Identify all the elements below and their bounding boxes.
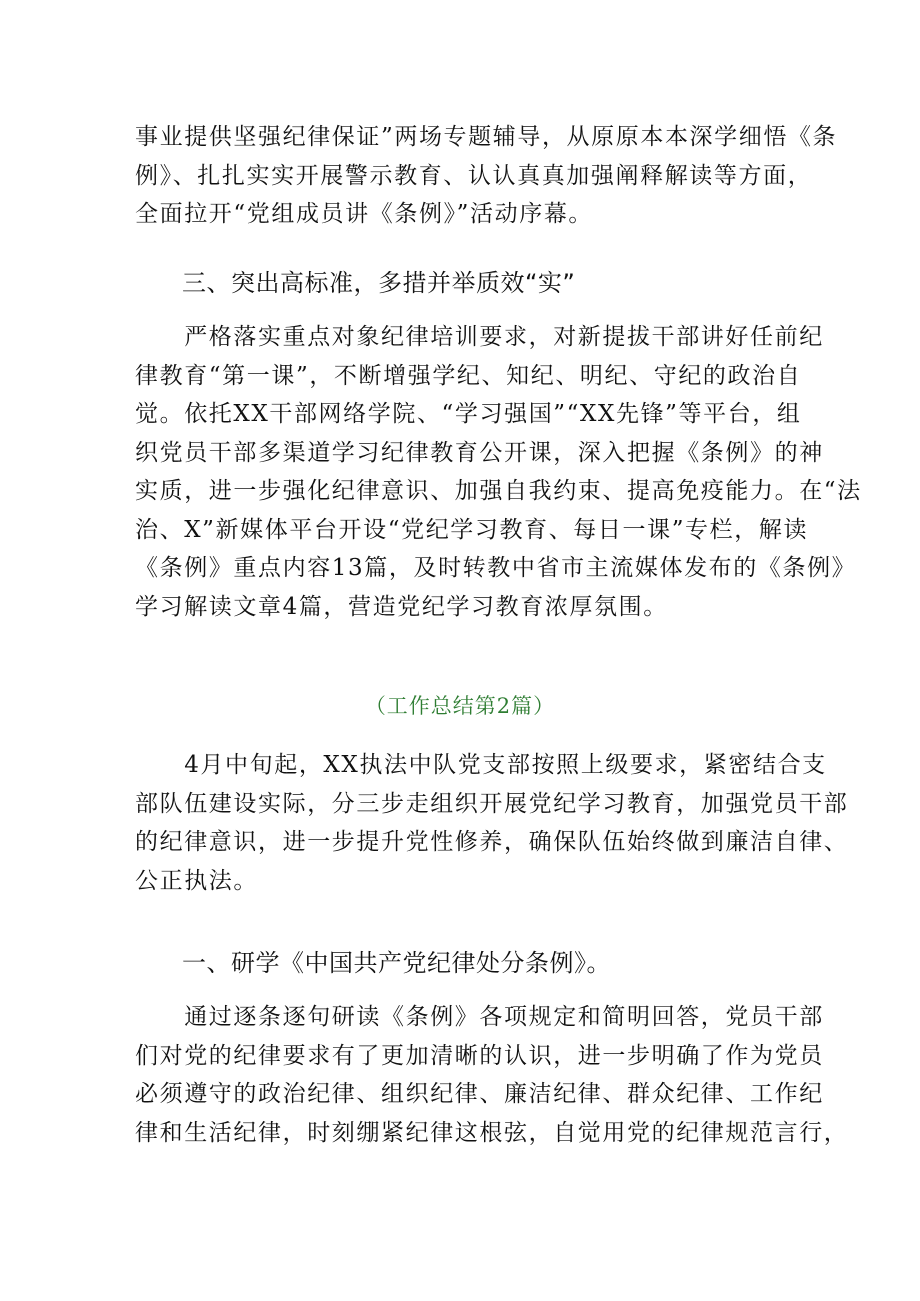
- text-line: 实质，进一步强化纪律意识、加强自我约束、提高免疫能力。在“法: [135, 478, 862, 504]
- paragraph-intro-continued: [135, 118, 838, 234]
- text-line: 公正执法。: [135, 867, 258, 894]
- text-line: 律教育“第一课”，不断增强学纪、知纪、明纪、守纪的政治自: [135, 362, 802, 389]
- text-line: 必须遵守的政治纪律、组织纪律、廉洁纪律、群众纪律、工作纪: [135, 1081, 824, 1107]
- text-line: 治、X”新媒体平台开设“党纪学习教育、每日一课”专栏，解读: [135, 516, 809, 543]
- text-line: 部队伍建设实际，分三步走组织开展党纪学习教育，加强党员干部: [135, 790, 849, 817]
- heading-section-three: 三、突出高标准，多措并举质效“实”: [182, 269, 576, 297]
- paragraph-section-one: [135, 998, 849, 1152]
- text-line: 的纪律意识，进一步提升党性修养，确保队伍始终做到廉洁自律、: [135, 829, 849, 855]
- heading-section-one: 一、研学《中国共产党纪律处分条例》。: [182, 949, 611, 977]
- article-number-title: （工作总结第2篇）: [364, 694, 556, 718]
- text-line: 《条例》重点内容13篇，及时转教中省市主流媒体发布的《条例》: [135, 555, 857, 581]
- paragraph-section-three: [135, 318, 862, 626]
- text-line: 学习解读文章4篇，营造党纪学习教育浓厚氛围。: [135, 593, 668, 620]
- text-line: 通过逐条逐句研读《条例》各项规定和简明回答，党员干部: [135, 1004, 824, 1030]
- text-line: 们对党的纪律要求有了更加清晰的认识，进一步明确了作为党员: [135, 1042, 824, 1069]
- text-line: 律和生活纪律，时刻绷紧纪律这根弦，自觉用党的纪律规范言行，: [135, 1119, 849, 1146]
- text-line: 严格落实重点对象纪律培训要求，对新提拔干部讲好任前纪: [135, 324, 824, 350]
- paragraph-article-two-intro: [135, 746, 849, 900]
- text-line: 织党员干部多渠道学习纪律教育公开课，深入把握《条例》的神: [135, 439, 824, 466]
- text-line: 4月中旬起，XX执法中队党支部按照上级要求，紧密结合支: [135, 752, 827, 778]
- text-line: 觉。依托XX干部网络学院、“学习强国”“XX先锋”等平台，组: [135, 401, 802, 427]
- text-line: 全面拉开“党组成员讲《条例》”活动序幕。: [135, 201, 594, 227]
- text-line: 例》、扎扎实实开展警示教育、认认真真加强阐释解读等方面，: [135, 162, 813, 189]
- text-line: 事业提供坚强纪律保证”两场专题辅导，从原原本本深学细悟《条: [135, 124, 838, 150]
